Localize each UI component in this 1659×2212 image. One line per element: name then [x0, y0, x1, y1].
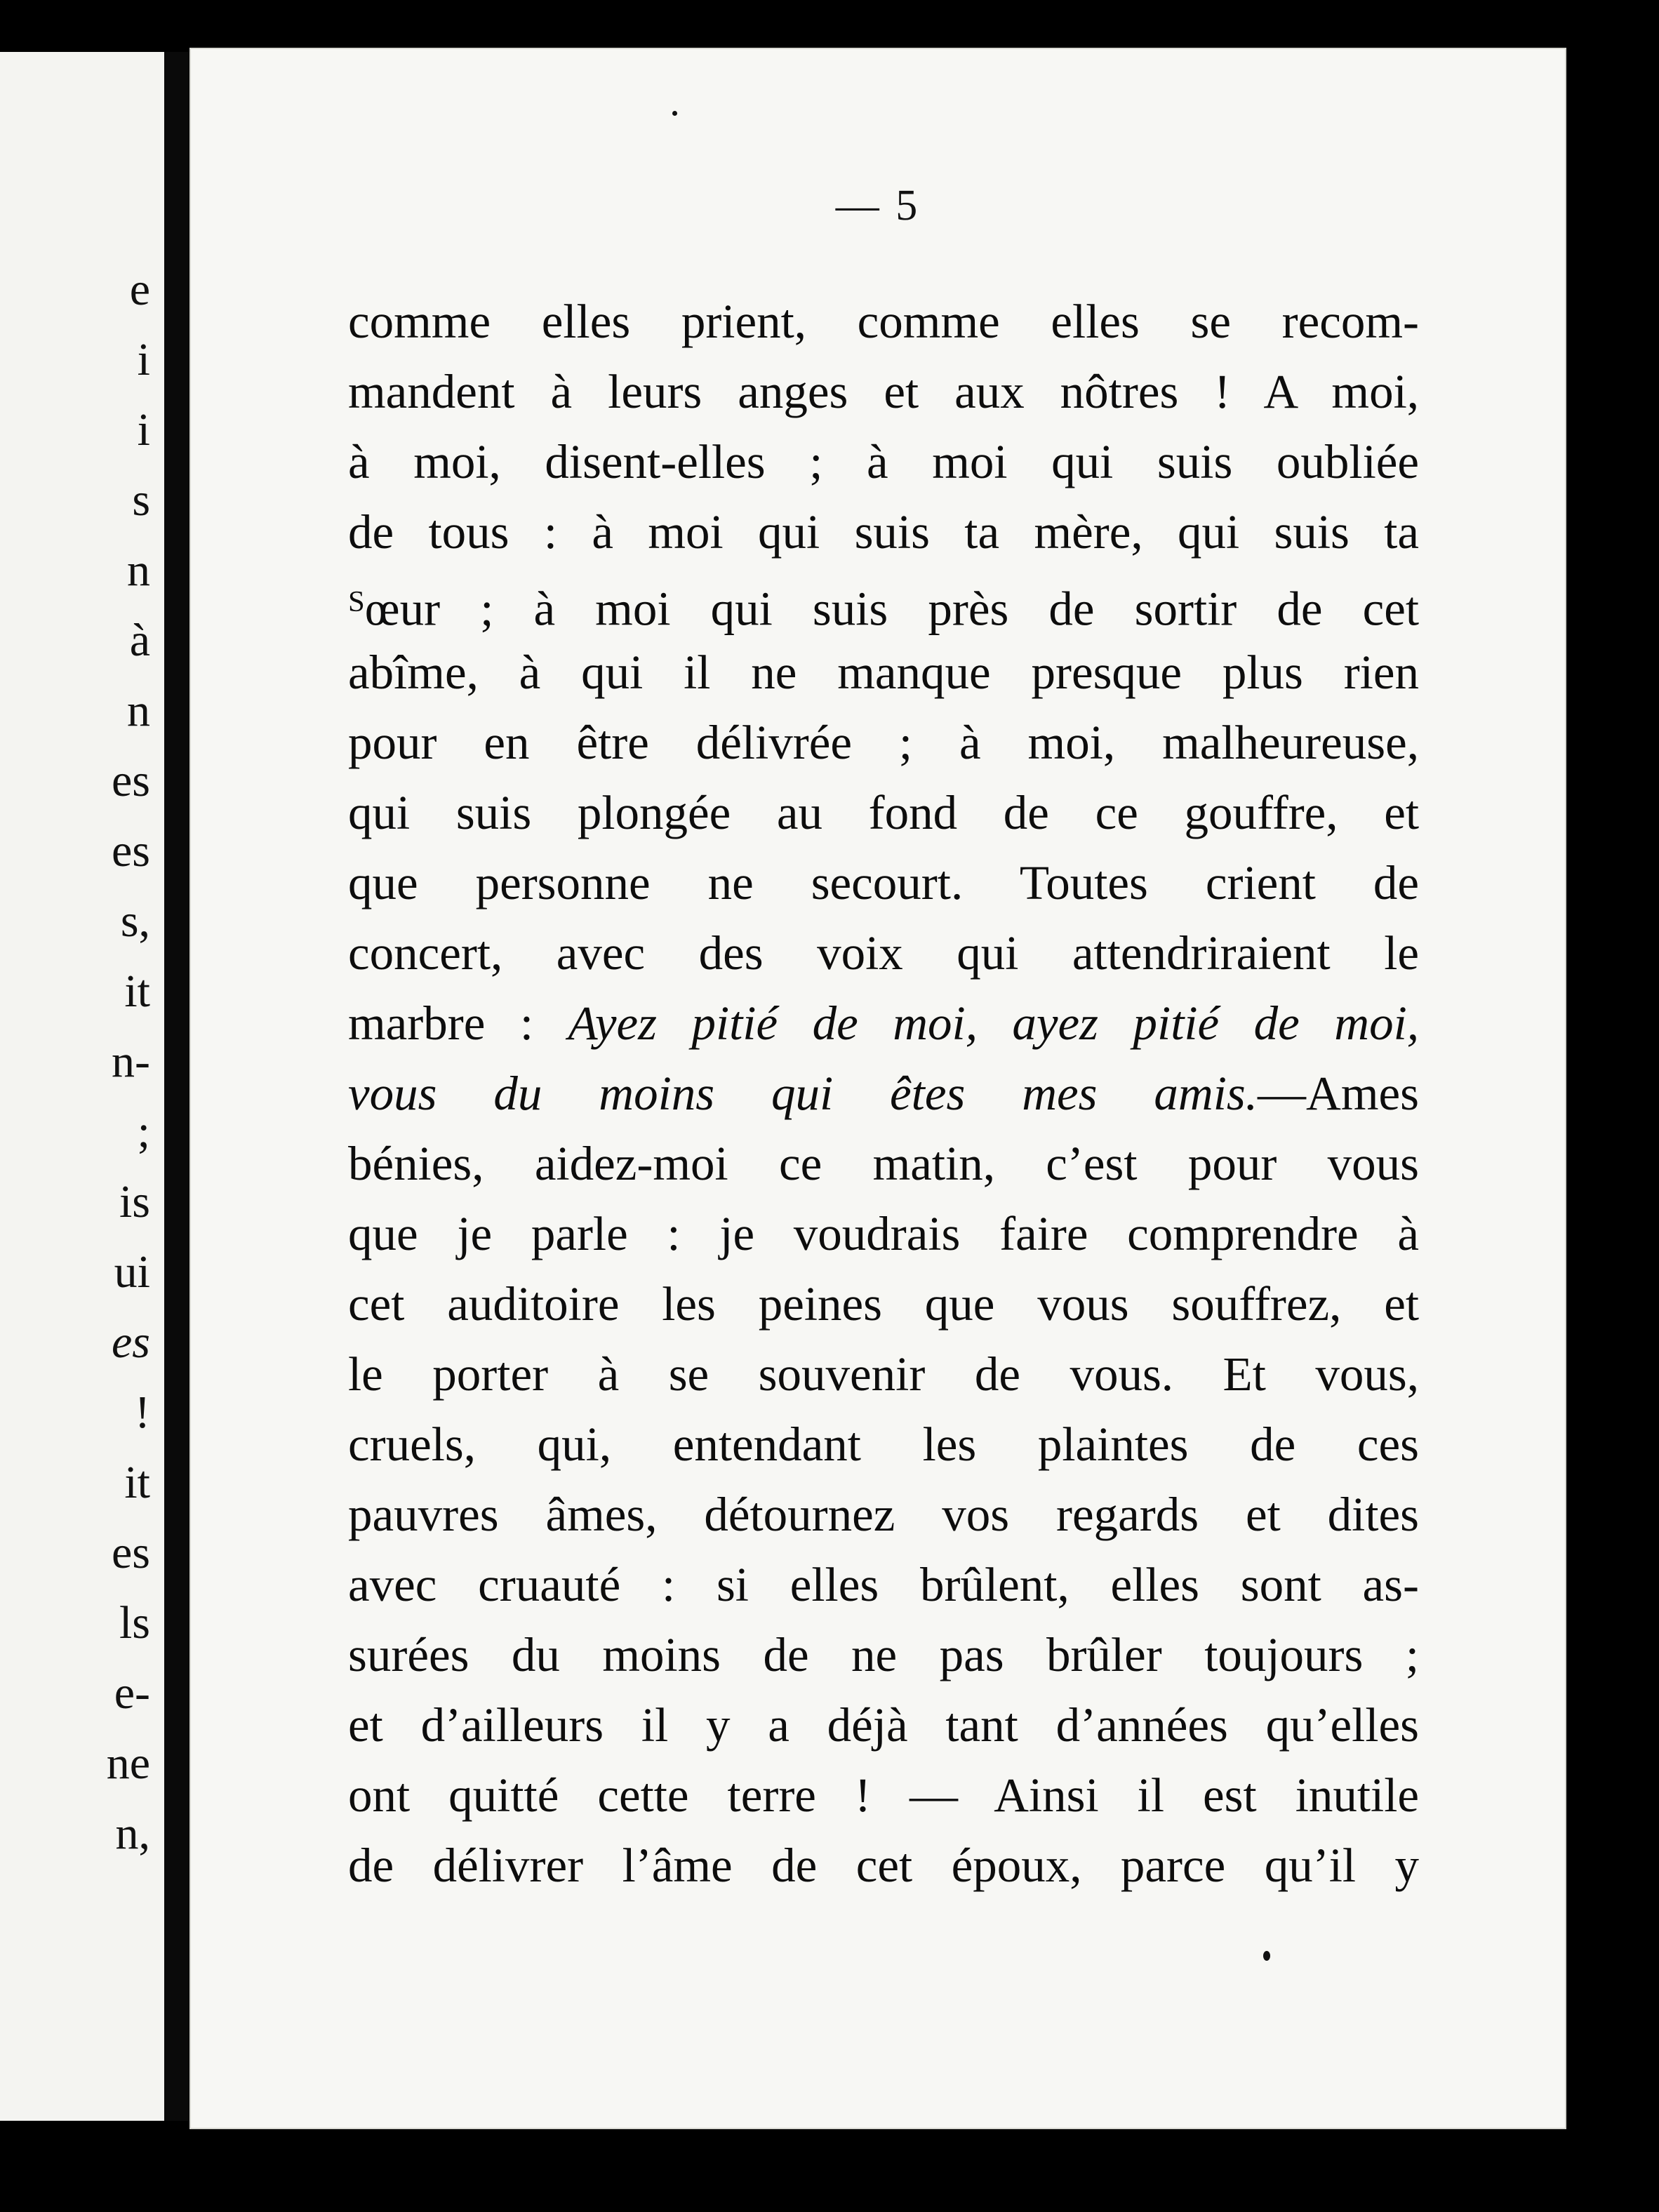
text-run: pauvres âmes, détournez vos regards et dites: [348, 1488, 1419, 1541]
previous-page-line-ending: ;: [137, 1106, 150, 1157]
text-line: [348, 1479, 1419, 1550]
previous-page-line-ending: e-: [114, 1667, 150, 1719]
text-line: [348, 1058, 1419, 1128]
previous-page-line-ending: ne: [106, 1738, 150, 1789]
text-run: que personne ne secourt. Toutes crient de: [348, 856, 1419, 910]
previous-page-line-ending: e: [129, 264, 150, 315]
page-body-text: [348, 286, 1419, 1900]
previous-page-line-ending: is: [119, 1176, 150, 1227]
previous-page-line-ending: n: [127, 685, 150, 736]
previous-page-line-ending: ui: [114, 1246, 150, 1298]
text-run: surées du moins de ne pas brûler toujours ;: [348, 1628, 1419, 1681]
previous-page-line-ending: es: [112, 1527, 150, 1578]
text-run: vous du moins qui êtes mes amis.: [348, 1067, 1258, 1120]
text-run: à moi, disent-elles ; à moi qui suis oubliée: [348, 435, 1419, 488]
previous-page-line-ending: !: [135, 1387, 150, 1438]
text-line: [348, 286, 1419, 357]
text-run: bénies, aidez-moi ce matin, c’est pour vous: [348, 1137, 1419, 1190]
previous-page-line-ending: es: [112, 1317, 150, 1368]
text-run: mandent à leurs anges et aux nôtres ! A moi,: [348, 365, 1419, 418]
previous-page-fragment: [0, 52, 166, 2121]
scan-speck: [1263, 1951, 1270, 1961]
text-run: pour en être délivrée ; à moi, malheureuse,: [348, 716, 1419, 769]
text-run: ont quitté cette terre ! — Ainsi il est inutile: [348, 1768, 1419, 1822]
text-line: [348, 988, 1419, 1058]
previous-page-line-ending: ls: [119, 1597, 150, 1648]
previous-page-line-ending: i: [137, 404, 150, 455]
text-run: S: [348, 585, 365, 618]
previous-page-line-ending: it: [124, 1457, 150, 1508]
previous-page-line-ending: it: [124, 966, 150, 1017]
text-line: [348, 427, 1419, 497]
text-run: que je parle : je voudrais faire comprendre à: [348, 1207, 1419, 1260]
text-line: [348, 497, 1419, 567]
text-run: concert, avec des voix qui attendriraient le: [348, 926, 1419, 980]
text-line: [348, 1690, 1419, 1760]
text-line: [348, 1199, 1419, 1269]
text-line: [348, 1760, 1419, 1830]
text-run: —Ames: [1258, 1067, 1419, 1120]
text-line: [348, 918, 1419, 988]
text-line: [348, 357, 1419, 427]
text-run: marbre :: [348, 997, 568, 1050]
previous-page-line-ending: s: [132, 474, 150, 526]
text-line: [348, 1830, 1419, 1900]
text-line: [348, 1339, 1419, 1409]
previous-page-line-ending: n,: [115, 1808, 150, 1859]
text-run: de tous : à moi qui suis ta mère, qui suis ta: [348, 505, 1419, 559]
text-run: cruels, qui, entendant les plaintes de ces: [348, 1418, 1419, 1471]
text-run: abîme, à qui il ne manque presque plus rien: [348, 646, 1419, 699]
book-page: [189, 48, 1566, 2129]
previous-page-line-ending: n: [127, 545, 150, 596]
text-run: qui suis plongée au fond de ce gouffre, et: [348, 786, 1419, 839]
text-run: comme elles prient, comme elles se recom-: [348, 295, 1419, 348]
previous-page-line-ending: n-: [112, 1036, 150, 1087]
text-line: [348, 637, 1419, 707]
page-number: — 5: [835, 182, 921, 229]
text-line: [348, 567, 1419, 637]
text-run: et d’ailleurs il y a déjà tant d’années qu’elles: [348, 1698, 1419, 1752]
text-run: avec cruauté : si elles brûlent, elles sont as-: [348, 1558, 1419, 1611]
text-run: Ayez pitié de moi, ayez pitié de moi,: [568, 997, 1420, 1050]
previous-page-line-ending: es: [112, 825, 150, 877]
book-gutter: [164, 52, 189, 2121]
scan-speck: [672, 111, 677, 116]
text-line: [348, 1409, 1419, 1479]
text-run: de délivrer l’âme de cet époux, parce qu’il y: [348, 1839, 1419, 1892]
text-line: [348, 778, 1419, 848]
previous-page-line-ending: à: [129, 615, 150, 666]
text-run: cet auditoire les peines que vous souffrez, et: [348, 1277, 1419, 1331]
previous-page-line-ending: i: [137, 334, 150, 385]
text-line: [348, 1128, 1419, 1199]
text-line: [348, 707, 1419, 778]
text-line: [348, 1620, 1419, 1690]
text-line: [348, 1550, 1419, 1620]
text-run: œur ; à moi qui suis près de sortir de cet: [364, 582, 1419, 636]
text-run: le porter à se souvenir de vous. Et vous,: [348, 1347, 1419, 1401]
text-line: [348, 848, 1419, 918]
text-line: [348, 1269, 1419, 1339]
previous-page-line-ending: es: [112, 755, 150, 806]
previous-page-line-ending: s,: [120, 895, 150, 947]
